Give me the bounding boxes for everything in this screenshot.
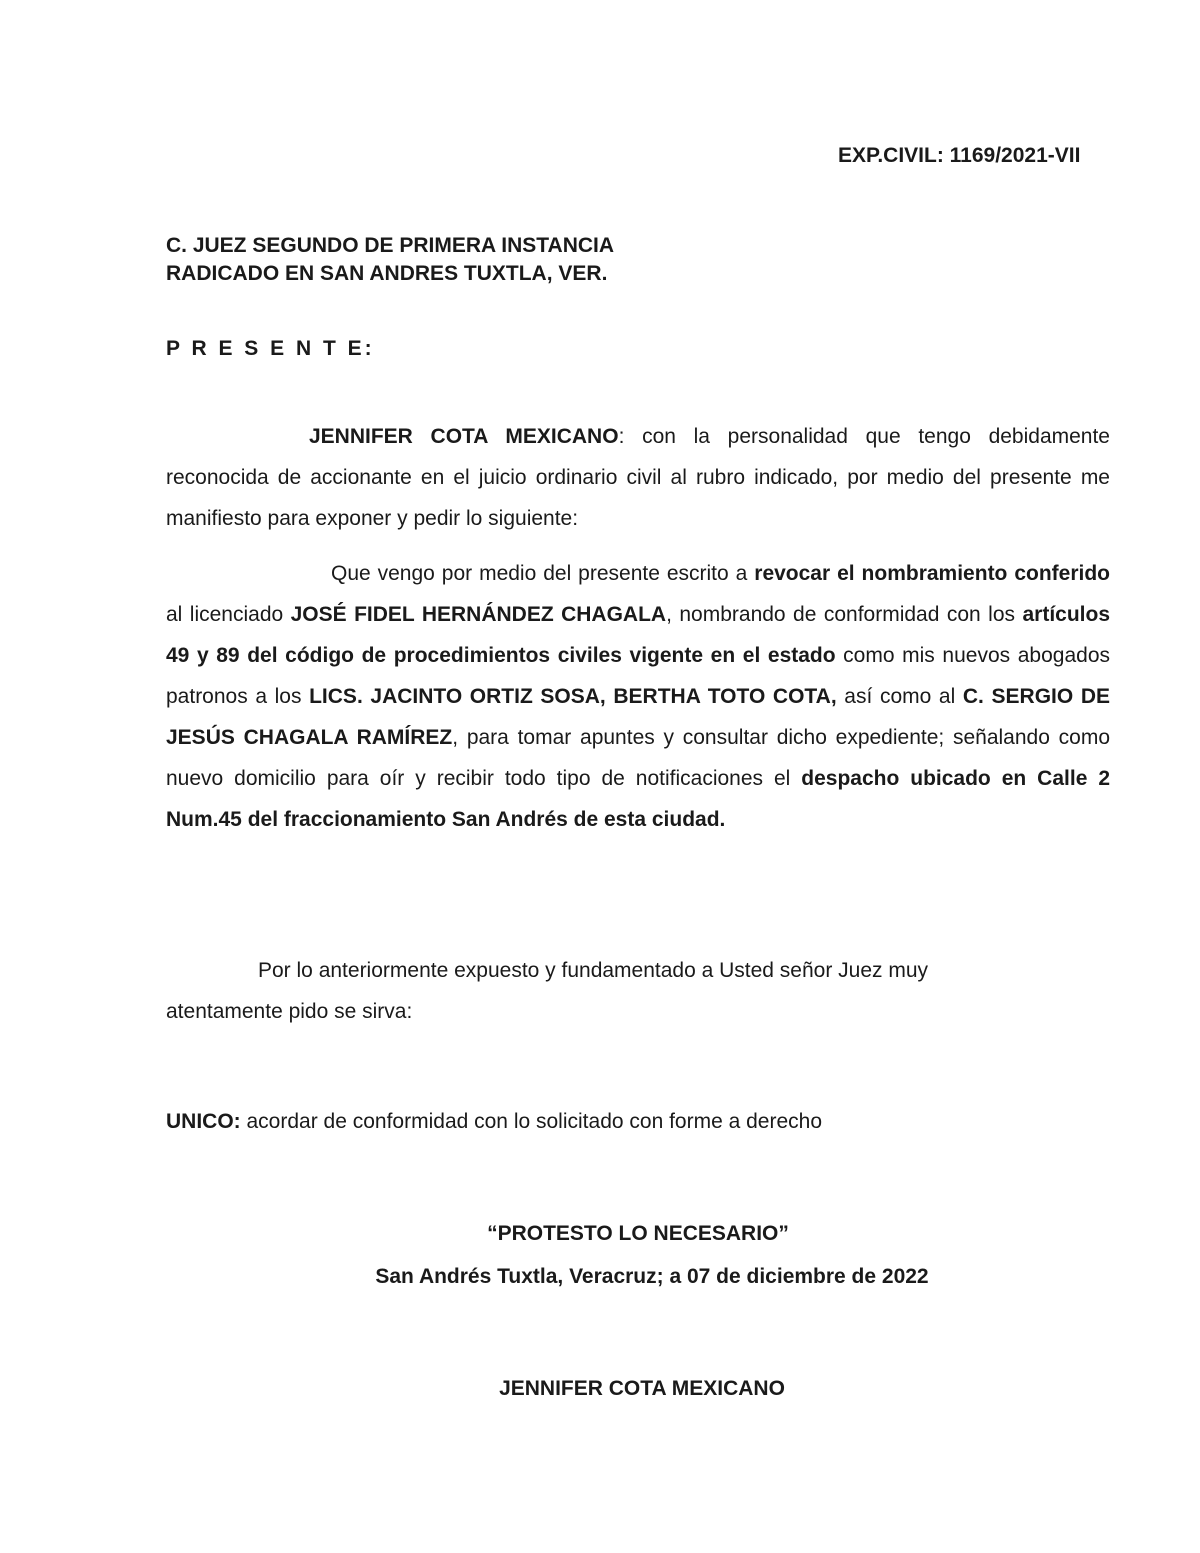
body-text-6: , para tomar apuntes y consultar dicho expediente; señalando como nuevo domicilio para oír y recibir todo tipo de notificaciones el [166,726,1111,790]
intro-paragraph [166,416,1110,539]
addressee-block [166,232,1110,288]
unico-label: UNICO: [166,1110,241,1133]
body-bold-new-lawyers: LICS. JACINTO ORTIZ SOSA, BERTHA TOTO COTA, [309,685,837,708]
addressee-line-court: RADICADO EN SAN ANDRES TUXTLA, VER. [166,262,608,285]
body-text-4: como mis nuevos abogados patronos a los [166,644,1110,708]
signature-name: JENNIFER COTA MEXICANO [499,1377,785,1400]
place-and-date: San Andrés Tuxtla, Veracruz; a 07 de diciembre de 2022 [375,1265,929,1288]
body-text-1: Que vengo por medio del presente escrito a [331,562,755,585]
body-text-2: al licenciado [166,603,291,626]
body-bold-address: despacho ubicado en Calle 2 Num.45 del fraccionamiento San Andrés de esta ciudad. [166,767,1110,831]
body-bold-authorized-person: C. SERGIO DE JESÚS CHAGALA RAMÍREZ [166,685,1110,749]
body-paragraph [166,553,1110,840]
unico-text: acordar de conformidad con lo solicitado con forme a derecho [240,1110,822,1133]
intro-text: : con la personalidad que tengo debidamente reconocida de accionante en el juicio ordinario civil al rubro indicado, por medio del presente me manifiesto para exponer y pedir lo siguiente: [166,425,1110,530]
addressee-line-judge: C. JUEZ SEGUNDO DE PRIMERA INSTANCIA [166,234,615,257]
unico-point [166,1110,1110,1134]
request-paragraph: Por lo anteriormente expuesto y fundamentado a Usted señor Juez muy atentamente pido se sirva: [166,959,929,1023]
body-bold-former-lawyer: JOSÉ FIDEL HERNÁNDEZ CHAGALA [290,603,667,626]
body-bold-articles: artículos 49 y 89 del código de procedimientos civiles vigente en el estado [166,603,1110,667]
body-bold-revocation: revocar el nombramiento conferido [754,562,1110,585]
petitioner-name: JENNIFER COTA MEXICANO [309,425,619,448]
case-number: EXP.CIVIL: 1169/2021-VII [838,144,1081,167]
salutation: P R E S E N T E: [166,337,375,360]
protest-formula: “PROTESTO LO NECESARIO” [487,1222,789,1245]
body-text-3: , nombrando de conformidad con los [666,603,1023,626]
body-text-5: así como al [836,685,963,708]
